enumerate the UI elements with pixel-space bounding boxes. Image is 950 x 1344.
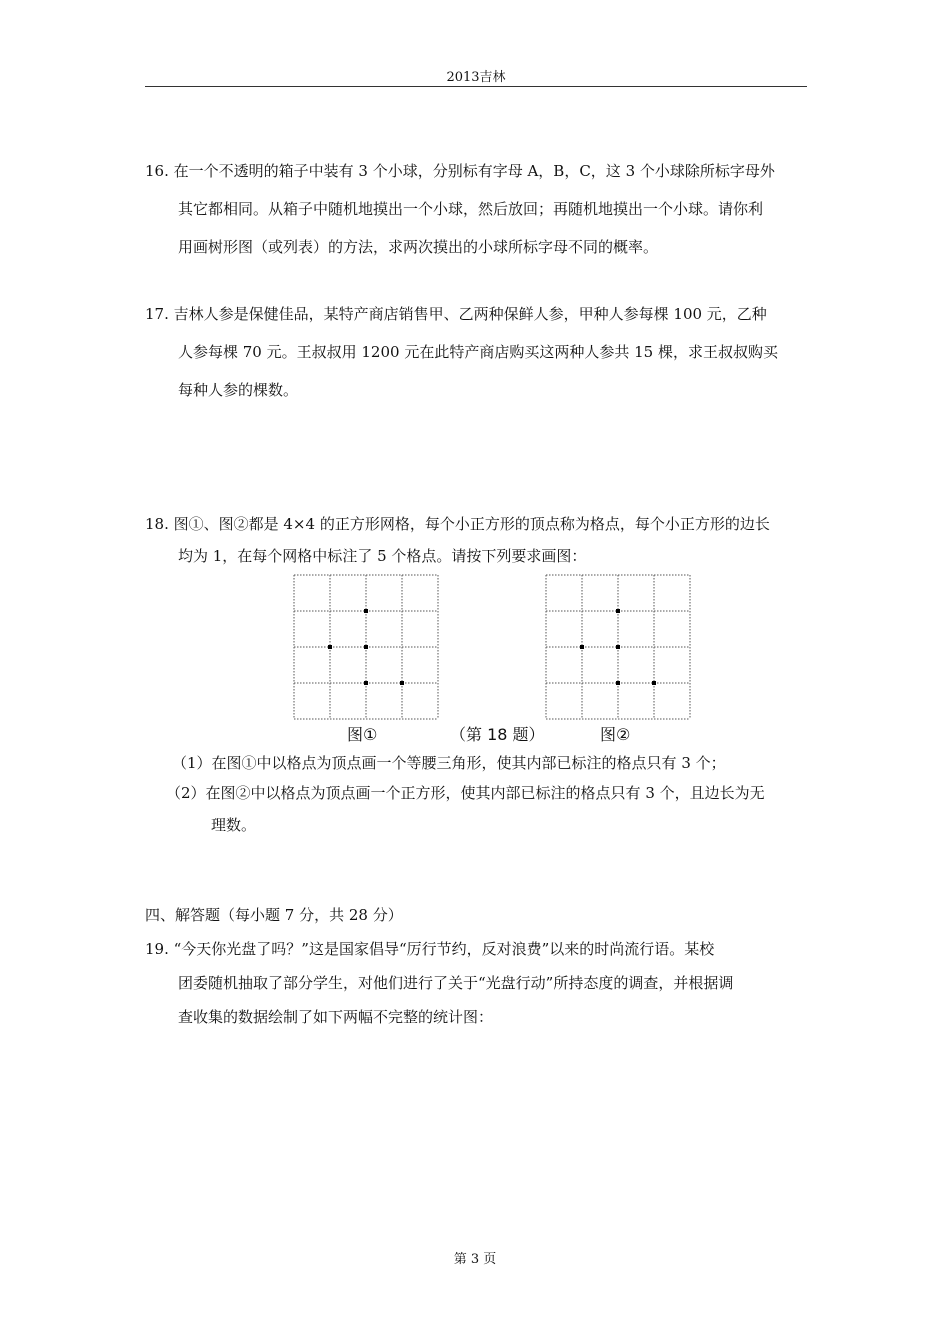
grid-figure-1 [293, 574, 439, 720]
marked-lattice-point [400, 681, 404, 685]
page-header: 2013吉林 [446, 70, 506, 85]
marked-lattice-point [580, 645, 584, 649]
marked-lattice-point [652, 681, 656, 685]
fig2-label: 图② [600, 725, 631, 744]
q16-line-1: 16. 在一个不透明的箱子中装有 3 个小球，分别标有字母 A，B，C，这 3 个小球除所标字母外 [145, 162, 775, 180]
q17-line-1: 17. 吉林人参是保健佳品，某特产商店销售甲、乙两种保鲜人参，甲种人参每棵 100 元，乙种 [145, 305, 767, 323]
marked-lattice-point [616, 645, 620, 649]
marked-lattice-point [364, 681, 368, 685]
marked-lattice-point [328, 645, 332, 649]
q18-sub-2-line-1: （2）在图②中以格点为顶点画一个正方形，使其内部已标注的格点只有 3 个，且边长为无 [166, 784, 765, 802]
marked-lattice-point [616, 609, 620, 613]
q18-sub-1: （1）在图①中以格点为顶点画一个等腰三角形，使其内部已标注的格点只有 3 个； [172, 754, 726, 772]
q18-line-1: 18. 图①、图②都是 4×4 的正方形网格，每个小正方形的顶点称为格点，每个小正方形的边长 [145, 515, 770, 533]
grid-figure-2 [545, 574, 691, 720]
figure-caption: （第 18 题） [450, 725, 545, 744]
q17-line-3: 每种人参的棵数。 [178, 381, 299, 399]
q19-line-2: 团委随机抽取了部分学生，对他们进行了关于“光盘行动”所持态度的调查，并根据调 [178, 974, 734, 992]
page-footer: 第 3 页 [453, 1252, 497, 1267]
grid-figure-1-svg [293, 574, 439, 720]
header-rule [145, 86, 807, 87]
grid-figure-2-svg [545, 574, 691, 720]
fig1-label: 图① [347, 725, 378, 744]
marked-lattice-point [364, 645, 368, 649]
q16-line-2: 其它都相同。从箱子中随机地摸出一个小球，然后放回；再随机地摸出一个小球。请你利 [178, 200, 764, 218]
section-4-title: 四、解答题（每小题 7 分，共 28 分） [145, 906, 403, 924]
q19-line-3: 查收集的数据绘制了如下两幅不完整的统计图： [178, 1008, 494, 1026]
marked-lattice-point [616, 681, 620, 685]
marked-lattice-point [364, 609, 368, 613]
q17-line-2: 人参每棵 70 元。王叔叔用 1200 元在此特产商店购买这两种人参共 15 棵，求王叔叔购买 [178, 343, 778, 361]
q18-line-2: 均为 1，在每个网格中标注了 5 个格点。请按下列要求画图： [178, 547, 587, 565]
q16-line-3: 用画树形图（或列表）的方法，求两次摸出的小球所标字母不同的概率。 [178, 238, 659, 256]
q19-line-1: 19. “今天你光盘了吗？”这是国家倡导“厉行节约，反对浪费”以来的时尚流行语。某校 [145, 940, 715, 958]
q18-sub-2-line-2: 理数。 [211, 816, 257, 834]
